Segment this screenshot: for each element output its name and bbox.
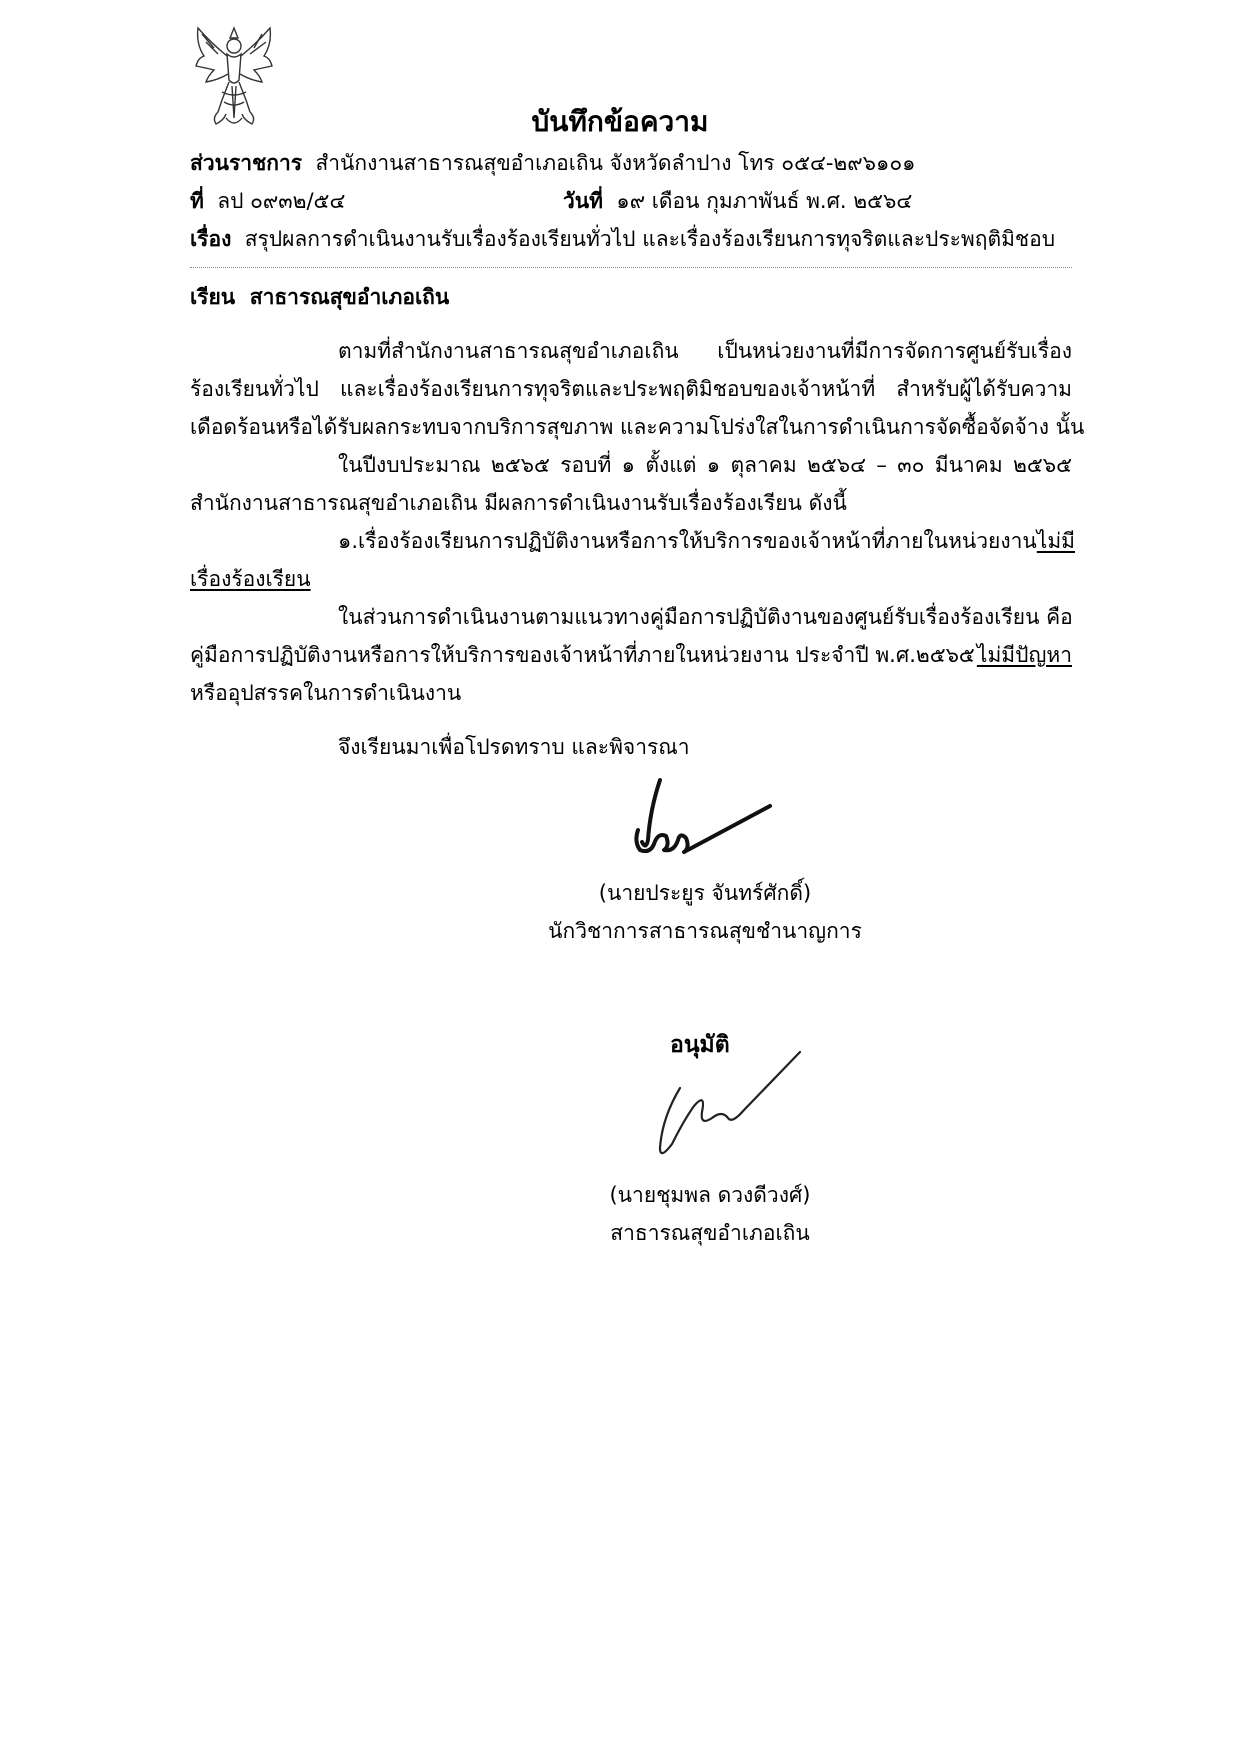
paragraph-1-line-3: เดือดร้อนหรือได้รับผลกระทบจากบริการสุขภาพ และความโปร่งใสในการดำเนินการจัดซื้อจัดจ้าง นั้น bbox=[190, 415, 1085, 439]
subject-row bbox=[190, 222, 1055, 256]
approver-name: (นายชุมพล ดวงดีวงศ์) bbox=[609, 1183, 811, 1207]
paragraph-3-line-1 bbox=[338, 524, 1076, 558]
date-label: วันที่ bbox=[563, 189, 603, 213]
signer-1-name: (นายประยูร จันทร์ศักดิ์) bbox=[598, 881, 812, 905]
paragraph-4-line-2 bbox=[190, 638, 1072, 672]
recipient-label: เรียน bbox=[190, 285, 236, 309]
paragraph-1-line-1: ตามที่สำนักงานสาธารณสุขอำเภอเถิน เป็นหน่วยงานที่มีการจัดการศูนย์รับเรื่อง bbox=[338, 339, 1072, 363]
recipient-row bbox=[190, 280, 449, 314]
department-row bbox=[190, 146, 915, 180]
memo-title: บันทึกข้อความ bbox=[531, 105, 709, 138]
reference-label: ที่ bbox=[190, 189, 204, 213]
approval-label: อนุมัติ bbox=[670, 1032, 730, 1058]
paragraph-4-line-3: หรืออุปสรรคในการดำเนินงาน bbox=[190, 681, 462, 705]
reference-row bbox=[190, 184, 345, 218]
paragraph-2-line-2: สำนักงานสาธารณสุขอำเภอเถิน มีผลการดำเนินงานรับเรื่องร้องเรียน ดังนี้ bbox=[190, 491, 847, 515]
no-problems-text: ไม่มีปัญหา bbox=[976, 643, 1072, 667]
paragraph-1-line-2: ร้องเรียนทั่วไป และเรื่องร้องเรียนการทุจริตและประพฤติมิชอบของเจ้าหน้าที่ สำหรับผู้ได้รับความ bbox=[190, 377, 1072, 401]
date-value: ๑๙ เดือน กุมภาพันธ์ พ.ศ. ๒๕๖๔ bbox=[616, 189, 913, 213]
reference-value: ลป ๐๙๓๒/๕๔ bbox=[217, 189, 346, 213]
department-value: สำนักงานสาธารณสุขอำเภอเถิน จังหวัดลำปาง โทร ๐๕๔-๒๙๖๑๐๑ bbox=[315, 151, 916, 175]
manual-text: คู่มือการปฏิบัติงานหรือการให้บริการของเจ้าหน้าที่ภายในหน่วยงาน ประจำปี พ.ศ.๒๕๖๕ bbox=[190, 643, 975, 667]
department-label: ส่วนราชการ bbox=[190, 151, 303, 175]
signer-1-position: นักวิชาการสาธารณสุขชำนาญการ bbox=[548, 919, 862, 943]
approver-position: สาธารณสุขอำเภอเถิน bbox=[610, 1221, 810, 1245]
closing-text: จึงเรียนมาเพื่อโปรดทราบ และพิจารณา bbox=[338, 735, 690, 759]
paragraph-2-line-1: ในปีงบประมาณ ๒๕๖๕ รอบที่ ๑ ตั้งแต่ ๑ ตุลาคม ๒๕๖๔ – ๓๐ มีนาคม ๒๕๖๕ bbox=[338, 453, 1072, 477]
paragraph-3-line-2: เรื่องร้องเรียน bbox=[190, 567, 311, 591]
recipient-value: สาธารณสุขอำเภอเถิน bbox=[249, 285, 450, 309]
subject-label: เรื่อง bbox=[190, 227, 232, 251]
no-complaints-text: ไม่มี bbox=[1036, 529, 1076, 553]
complaint-item-text: ๑.เรื่องร้องเรียนการปฏิบัติงานหรือการให้บริการของเจ้าหน้าที่ภายในหน่วยงาน bbox=[338, 529, 1037, 553]
date-row bbox=[563, 184, 912, 218]
paragraph-4-line-1: ในส่วนการดำเนินงานตามแนวทางคู่มือการปฏิบัติงานของศูนย์รับเรื่องร้องเรียน คือ bbox=[338, 605, 1073, 629]
signature-2-mark bbox=[650, 1048, 820, 1168]
signature-1-mark bbox=[620, 770, 780, 860]
header-divider bbox=[190, 267, 1072, 268]
subject-value: สรุปผลการดำเนินงานรับเรื่องร้องเรียนทั่วไป และเรื่องร้องเรียนการทุจริตและประพฤติมิชอบ bbox=[244, 227, 1056, 251]
